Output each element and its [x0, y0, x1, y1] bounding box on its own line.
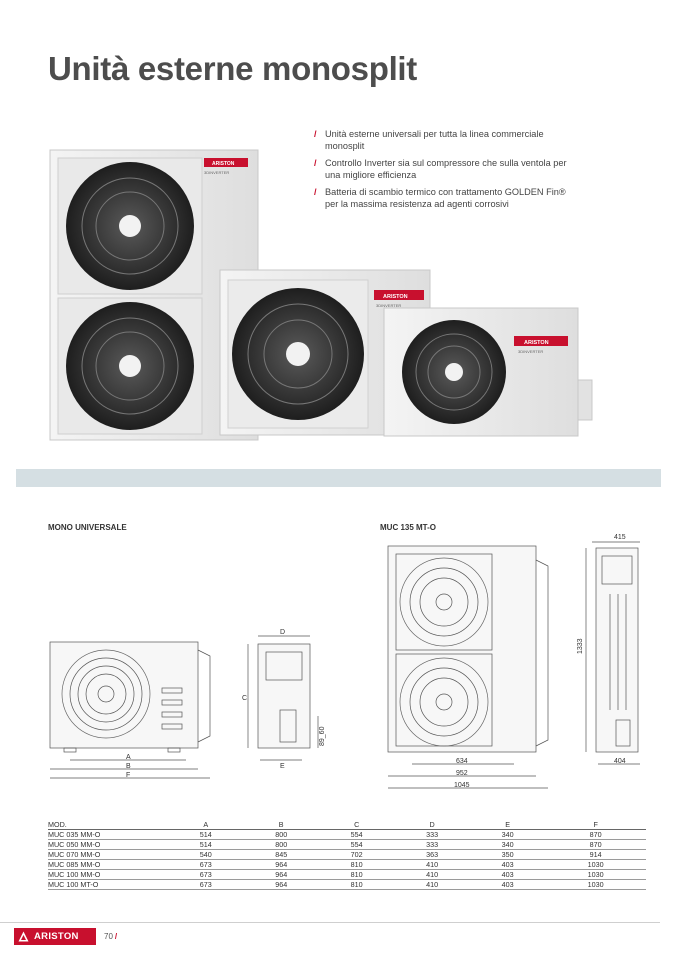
dimensions-table: [48, 820, 646, 890]
col-header: D: [394, 820, 469, 830]
table-row: MUC 070 MM-O 540 845 702 363 350 914: [48, 850, 646, 860]
table-row: MUC 100 MT-O 673 964 810 410 403 1030: [48, 880, 646, 890]
svg-text:ARISTON: ARISTON: [524, 340, 549, 346]
dim-d: D: [280, 629, 286, 636]
footer-divider: [0, 922, 660, 923]
logo-text: ARISTON: [34, 931, 79, 942]
feature-list: [314, 128, 574, 215]
feature-item: / Controllo Inverter sia sul compressore che sulla ventola per una migliore efficienza: [314, 157, 574, 181]
page-number: 70 /: [104, 932, 118, 941]
page-title: Unità esterne monosplit: [48, 50, 417, 87]
dim-952: 952: [456, 770, 468, 777]
col-header: MOD.: [48, 820, 168, 830]
model-badge: 3DINVERTER: [204, 170, 230, 175]
ariston-logo: [14, 928, 96, 945]
dim-a: A: [126, 754, 131, 761]
svg-text:ARISTON: ARISTON: [383, 294, 408, 300]
feature-item: / Unità esterne universali per tutta la linea commerciale monosplit: [314, 128, 574, 152]
dim-feet: 89_60: [319, 726, 326, 746]
col-header: B: [243, 820, 318, 830]
dim-c: C: [242, 695, 248, 702]
dim-634: 634: [456, 758, 468, 765]
dim-b: B: [126, 763, 131, 770]
table-row: MUC 085 MM-O 673 964 810 410 403 1030: [48, 860, 646, 870]
table-row: MUC 100 MM-O 673 964 810 410 403 1030: [48, 870, 646, 880]
col-header: E: [470, 820, 545, 830]
col-header: A: [168, 820, 243, 830]
col-header: C: [319, 820, 394, 830]
dim-415: 415: [614, 534, 626, 541]
col-header: F: [545, 820, 646, 830]
table-row: MUC 050 MM-O 514 800 554 333 340 870: [48, 840, 646, 850]
svg-text:3DINVERTER: 3DINVERTER: [518, 349, 544, 354]
ariston-mark-icon: [18, 931, 29, 942]
right-drawing-label: MUC 135 MT-O: [380, 523, 437, 532]
section-divider: [16, 469, 661, 487]
dim-1333: 1333: [577, 638, 584, 654]
svg-text:3DINVERTER: 3DINVERTER: [376, 303, 402, 308]
table-header-row: [48, 820, 646, 830]
dim-f: F: [126, 772, 131, 779]
feature-item: / Batteria di scambio termico con trattamento GOLDEN Fin® per la massima resistenza ad agenti corrosivi: [314, 186, 574, 210]
mono-universale-drawing: [40, 620, 340, 790]
small-outdoor-unit: [384, 308, 592, 436]
dim-404: 404: [614, 758, 626, 765]
dim-e: E: [280, 763, 285, 770]
table-row: MUC 035 MM-O 514 800 554 333 340 870: [48, 830, 646, 840]
brand-badge: ARISTON: [212, 161, 235, 167]
dim-1045: 1045: [454, 782, 470, 789]
muc-135-drawing: [378, 530, 658, 795]
left-drawing-label: MONO UNIVERSALE: [48, 523, 127, 532]
